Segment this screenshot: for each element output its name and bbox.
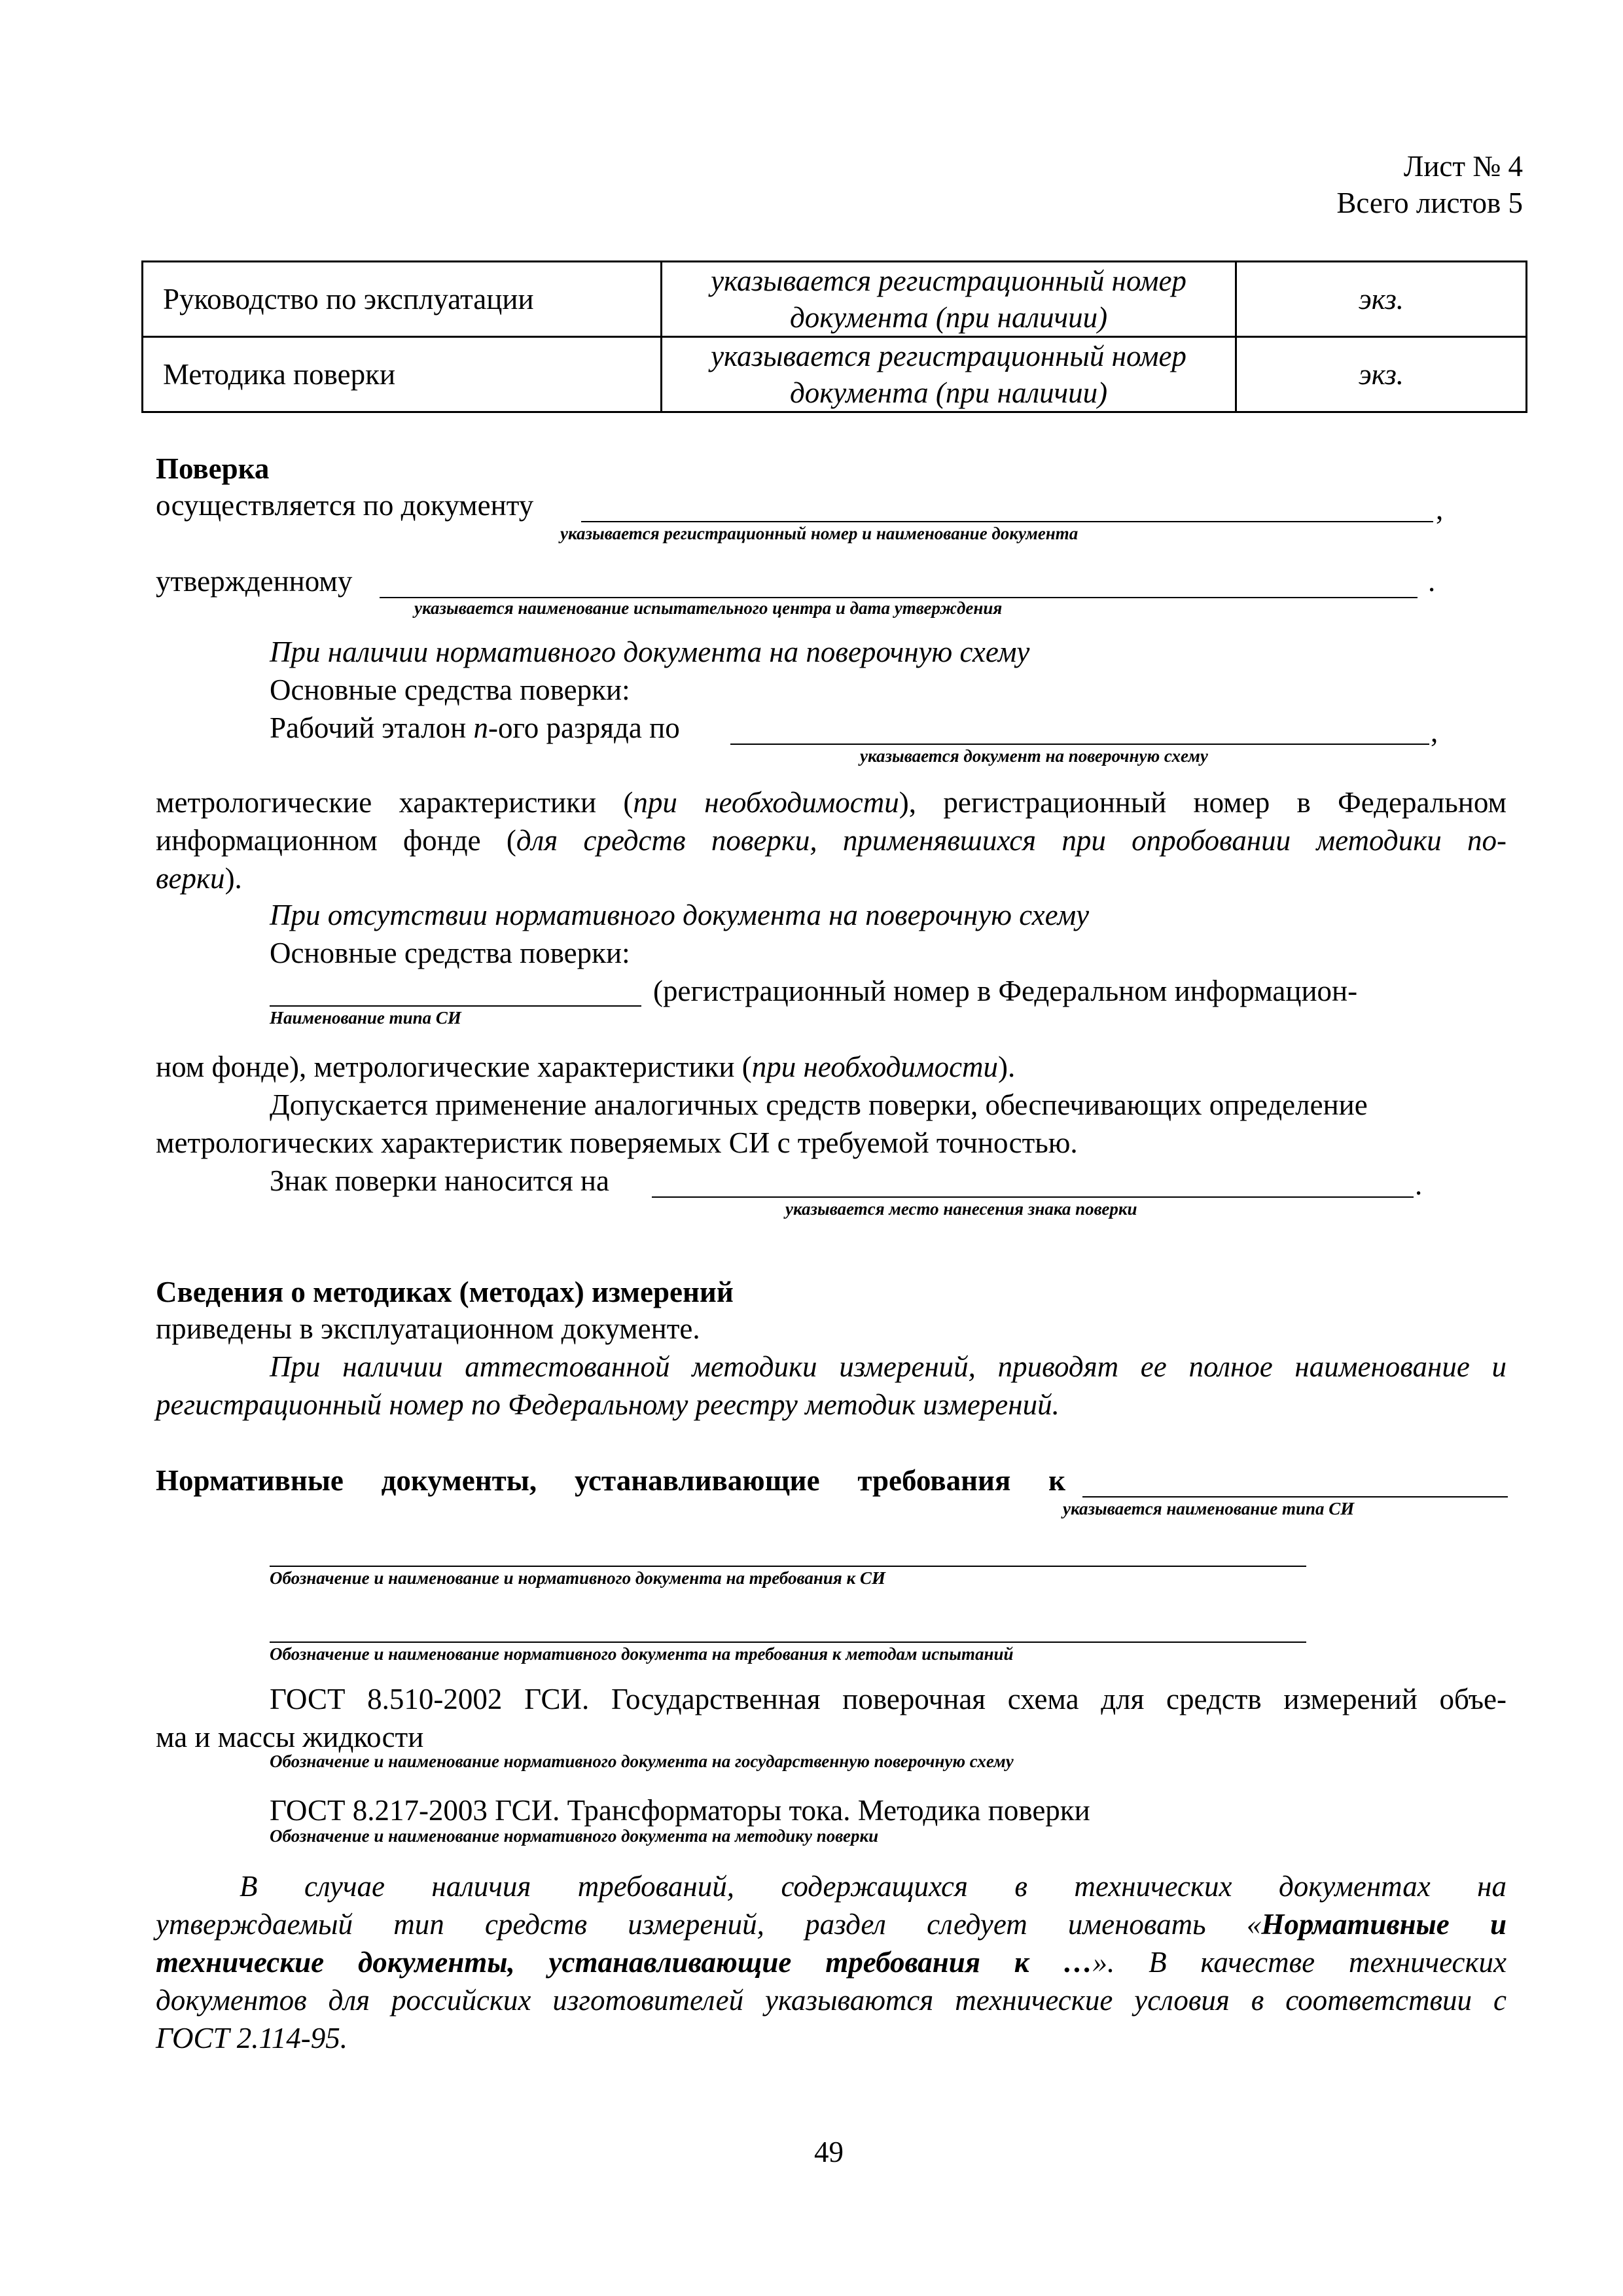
methods-title: Сведения о методиках (методах) измерений xyxy=(156,1276,734,1308)
sign-underline xyxy=(652,1196,1414,1198)
methods-underline xyxy=(270,1641,1306,1643)
req-underline xyxy=(270,1566,1306,1567)
means-label-2: Основные средства поверки: xyxy=(270,937,630,969)
etalon-underline xyxy=(730,744,1429,745)
period: . xyxy=(1415,1168,1423,1201)
caption-si-type-name: указывается наименование типа СИ xyxy=(1063,1499,1355,1518)
methods-note-line: При наличии аттестованной методики измерений, приводят ее полное наименование и xyxy=(270,1350,1507,1383)
final-para-line: документов для российских изготовителей указываются технические условия в соответствии с xyxy=(156,1984,1507,2017)
table-cell-doc xyxy=(662,262,1236,337)
table-cell-doc xyxy=(662,337,1236,412)
text-span: при необходимости xyxy=(633,786,899,819)
methods-text: приведены в эксплуатационном документе. xyxy=(156,1312,700,1345)
final-para-line xyxy=(156,1945,1507,1979)
table-cell-name: Руководство по эксплуатации xyxy=(143,262,662,337)
text-span: метрологические характеристики ( xyxy=(156,786,633,819)
para-line xyxy=(156,785,1507,819)
final-para-line: В случае наличия требований, содержащихся в технических документах на xyxy=(240,1870,1507,1903)
etalon-suffix: -ого разряда по xyxy=(488,711,680,744)
normative-title: Нормативные документы, устанавливающие требования к xyxy=(156,1464,1065,1497)
si-reg-text: (регистрационный номер в Федеральном информацион- xyxy=(653,975,1358,1007)
text-span: утверждаемый тип средств измерений, раздел следует именовать « xyxy=(156,1908,1262,1941)
text-span: технические документы, устанавливающие требования к … xyxy=(156,1946,1093,1979)
caption-test-methods: Обозначение и наименование нормативного документа на требования к методам испытаний xyxy=(270,1644,1014,1664)
text-span: ном фонде), метрологические характеристики ( xyxy=(156,1050,752,1083)
table-row xyxy=(143,262,1527,337)
text-span: ». В качестве технических xyxy=(1092,1946,1507,1979)
methods-note-line: регистрационный номер по Федеральному реестру методик измерений. xyxy=(156,1388,1060,1421)
period: . xyxy=(1428,565,1436,598)
para-line: Допускается применение аналогичных средств поверки, обеспечивающих определение xyxy=(270,1088,1368,1121)
page-number: 49 xyxy=(814,2136,844,2168)
para-line xyxy=(156,823,1507,857)
approved-label: утвержденному xyxy=(156,565,353,598)
caption-requirements: Обозначение и наименование и нормативного документа на требования к СИ xyxy=(270,1568,885,1588)
para-line xyxy=(156,1050,1015,1084)
text-span: информационном фонде ( xyxy=(156,824,516,857)
doc-line: документа (при наличии) xyxy=(789,376,1108,409)
caption-state-scheme: Обозначение и наименование нормативного документа на государственную поверочную схему xyxy=(270,1751,1014,1771)
documents-table xyxy=(141,260,1527,413)
table-cell-qty: экз. xyxy=(1236,262,1527,337)
doc-line: указывается регистрационный номер xyxy=(711,264,1186,297)
text-span: ), регистрационный номер в Федеральном xyxy=(899,786,1507,819)
etalon-label xyxy=(270,711,680,745)
doc-line: указывается регистрационный номер xyxy=(711,340,1186,372)
etalon-prefix: Рабочий эталон xyxy=(270,711,474,744)
si-type-title-underline xyxy=(1082,1496,1508,1498)
doc-underline xyxy=(581,521,1433,522)
caption-scheme-doc: указывается документ на поверочную схему xyxy=(860,746,1208,766)
sign-label: Знак поверки наносится на xyxy=(270,1164,609,1197)
table-cell-name: Методика поверки xyxy=(143,337,662,412)
final-para-line xyxy=(156,1907,1507,1941)
caption-verification-method: Обозначение и наименование нормативного документа на методику поверки xyxy=(270,1826,879,1846)
gost-line: ма и массы жидкости xyxy=(156,1721,424,1753)
verification-title: Поверка xyxy=(156,452,270,485)
text-span: для средств поверки, применявшихся при опробовании методики по- xyxy=(516,824,1507,857)
verification-doc-label: осуществляется по документу xyxy=(156,489,534,522)
si-type-underline xyxy=(270,1005,641,1007)
para-line: метрологических характеристик поверяемых СИ с требуемой точностью. xyxy=(156,1126,1078,1159)
gost-line: ГОСТ 8.510-2002 ГСИ. Государственная поверочная схема для средств измерений объе- xyxy=(270,1683,1507,1715)
caption-sign-place: указывается место нанесения знака поверки xyxy=(785,1199,1137,1219)
caption-doc: указывается регистрационный номер и наименование документа xyxy=(560,524,1079,543)
text-span: ). xyxy=(224,862,242,895)
comma: , xyxy=(1431,715,1438,748)
gost-line: ГОСТ 8.217-2003 ГСИ. Трансформаторы тока. Методика поверки xyxy=(270,1794,1090,1827)
caption-si-type: Наименование типа СИ xyxy=(270,1008,461,1028)
text-span: верки xyxy=(156,862,225,895)
means-label-1: Основные средства поверки: xyxy=(270,673,630,706)
comma: , xyxy=(1436,493,1444,526)
para-line xyxy=(156,861,242,895)
caption-approved: указывается наименование испытательного центра и дата утверждения xyxy=(414,598,1003,618)
table-row xyxy=(143,337,1527,412)
note-with-scheme: При наличии нормативного документа на поверочную схему xyxy=(270,636,1030,668)
final-para-line: ГОСТ 2.114-95. xyxy=(156,2022,348,2054)
sheet-number: Лист № 4 xyxy=(1403,150,1523,183)
etalon-n: n xyxy=(473,711,488,744)
text-span: при необходимости xyxy=(751,1050,999,1083)
doc-line: документа (при наличии) xyxy=(789,301,1108,334)
text-span: Нормативные и xyxy=(1261,1908,1507,1941)
table-cell-qty: экз. xyxy=(1236,337,1527,412)
total-sheets: Всего листов 5 xyxy=(1336,187,1523,219)
note-without-scheme: При отсутствии нормативного документа на поверочную схему xyxy=(270,899,1090,931)
text-span: ). xyxy=(998,1050,1016,1083)
